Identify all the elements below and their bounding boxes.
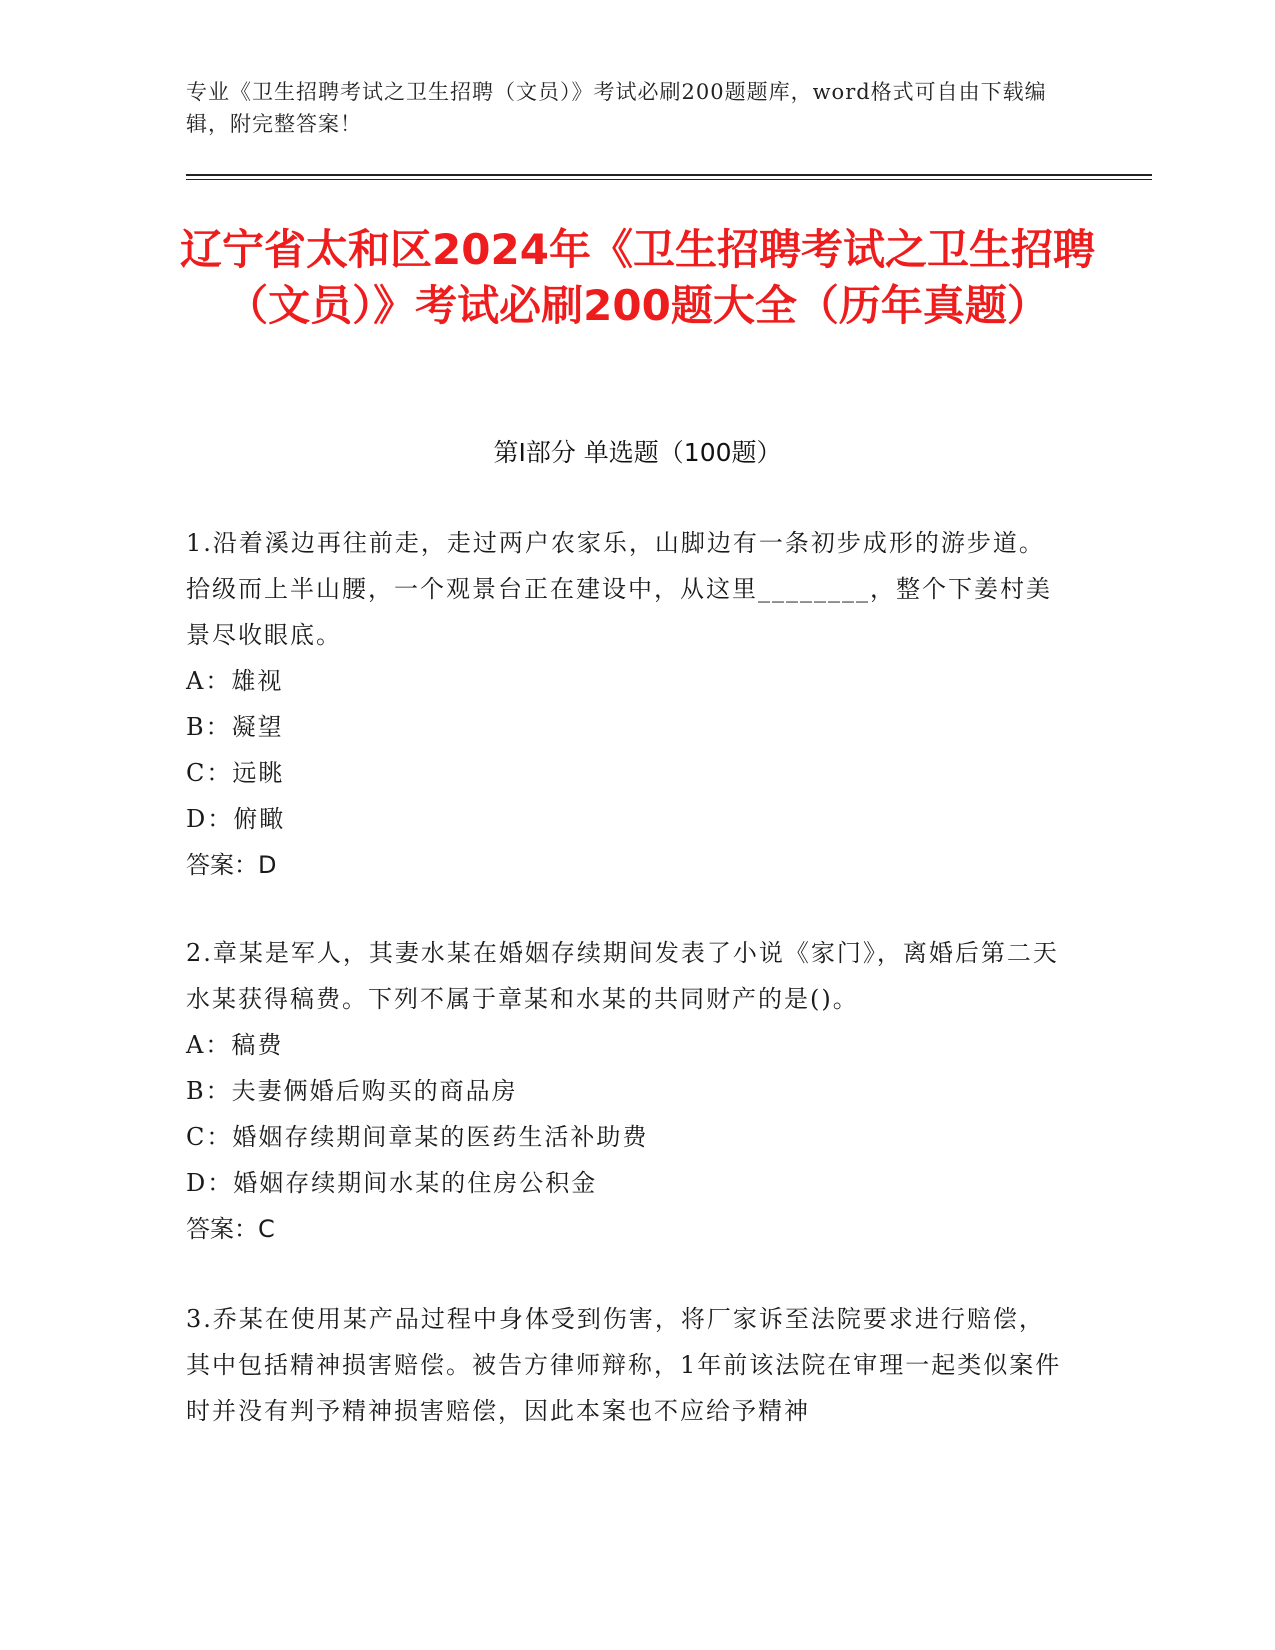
question-1 — [186, 520, 1066, 888]
question-2 — [186, 930, 1066, 1252]
question-3 — [186, 1296, 1066, 1434]
answer: 答案：C — [186, 1215, 275, 1243]
header-divider-thick — [186, 174, 1152, 176]
section-title: 第Ⅰ部分 单选题（100题） — [493, 438, 782, 467]
document-title: 辽宁省太和区2024年《卫生招聘考试之卫生招聘（文员）》考试必刷200题大全（历年真题） — [180, 225, 1095, 330]
header-note: 专业《卫生招聘考试之卫生招聘（文员）》考试必刷200题题库，word格式可自由下载编辑，附完整答案！ — [186, 80, 1047, 136]
option-d: D：婚姻存续期间水某的住房公积金 — [186, 1169, 598, 1197]
option-b: B：凝望 — [186, 713, 284, 741]
question-stem: 3.乔某在使用某产品过程中身体受到伤害，将厂家诉至法院要求进行赔偿，其中包括精神损害赔偿。被告方律师辩称，1年前该法院在审理一起类似案件时并没有判予精神损害赔偿，因此本案也不应给予精神 — [186, 1305, 1062, 1425]
option-a: A：稿费 — [186, 1031, 284, 1059]
option-c: C：婚姻存续期间章某的医药生活补助费 — [186, 1123, 649, 1151]
question-stem: 1.沿着溪边再往前走，走过两户农家乐，山脚边有一条初步成形的游步道。拾级而上半山腰，一个观景台正在建设中，从这里________，整个下姜村美景尽收眼底。 — [186, 529, 1052, 649]
option-b: B：夫妻俩婚后购买的商品房 — [186, 1077, 518, 1105]
option-a: A：雄视 — [186, 667, 284, 695]
header-divider-thin — [186, 179, 1152, 180]
option-d: D：俯瞰 — [186, 805, 286, 833]
question-stem: 2.章某是军人，其妻水某在婚姻存续期间发表了小说《家门》，离婚后第二天水某获得稿费。下列不属于章某和水某的共同财产的是()。 — [186, 939, 1059, 1013]
option-c: C：远眺 — [186, 759, 285, 787]
answer: 答案：D — [186, 851, 277, 879]
